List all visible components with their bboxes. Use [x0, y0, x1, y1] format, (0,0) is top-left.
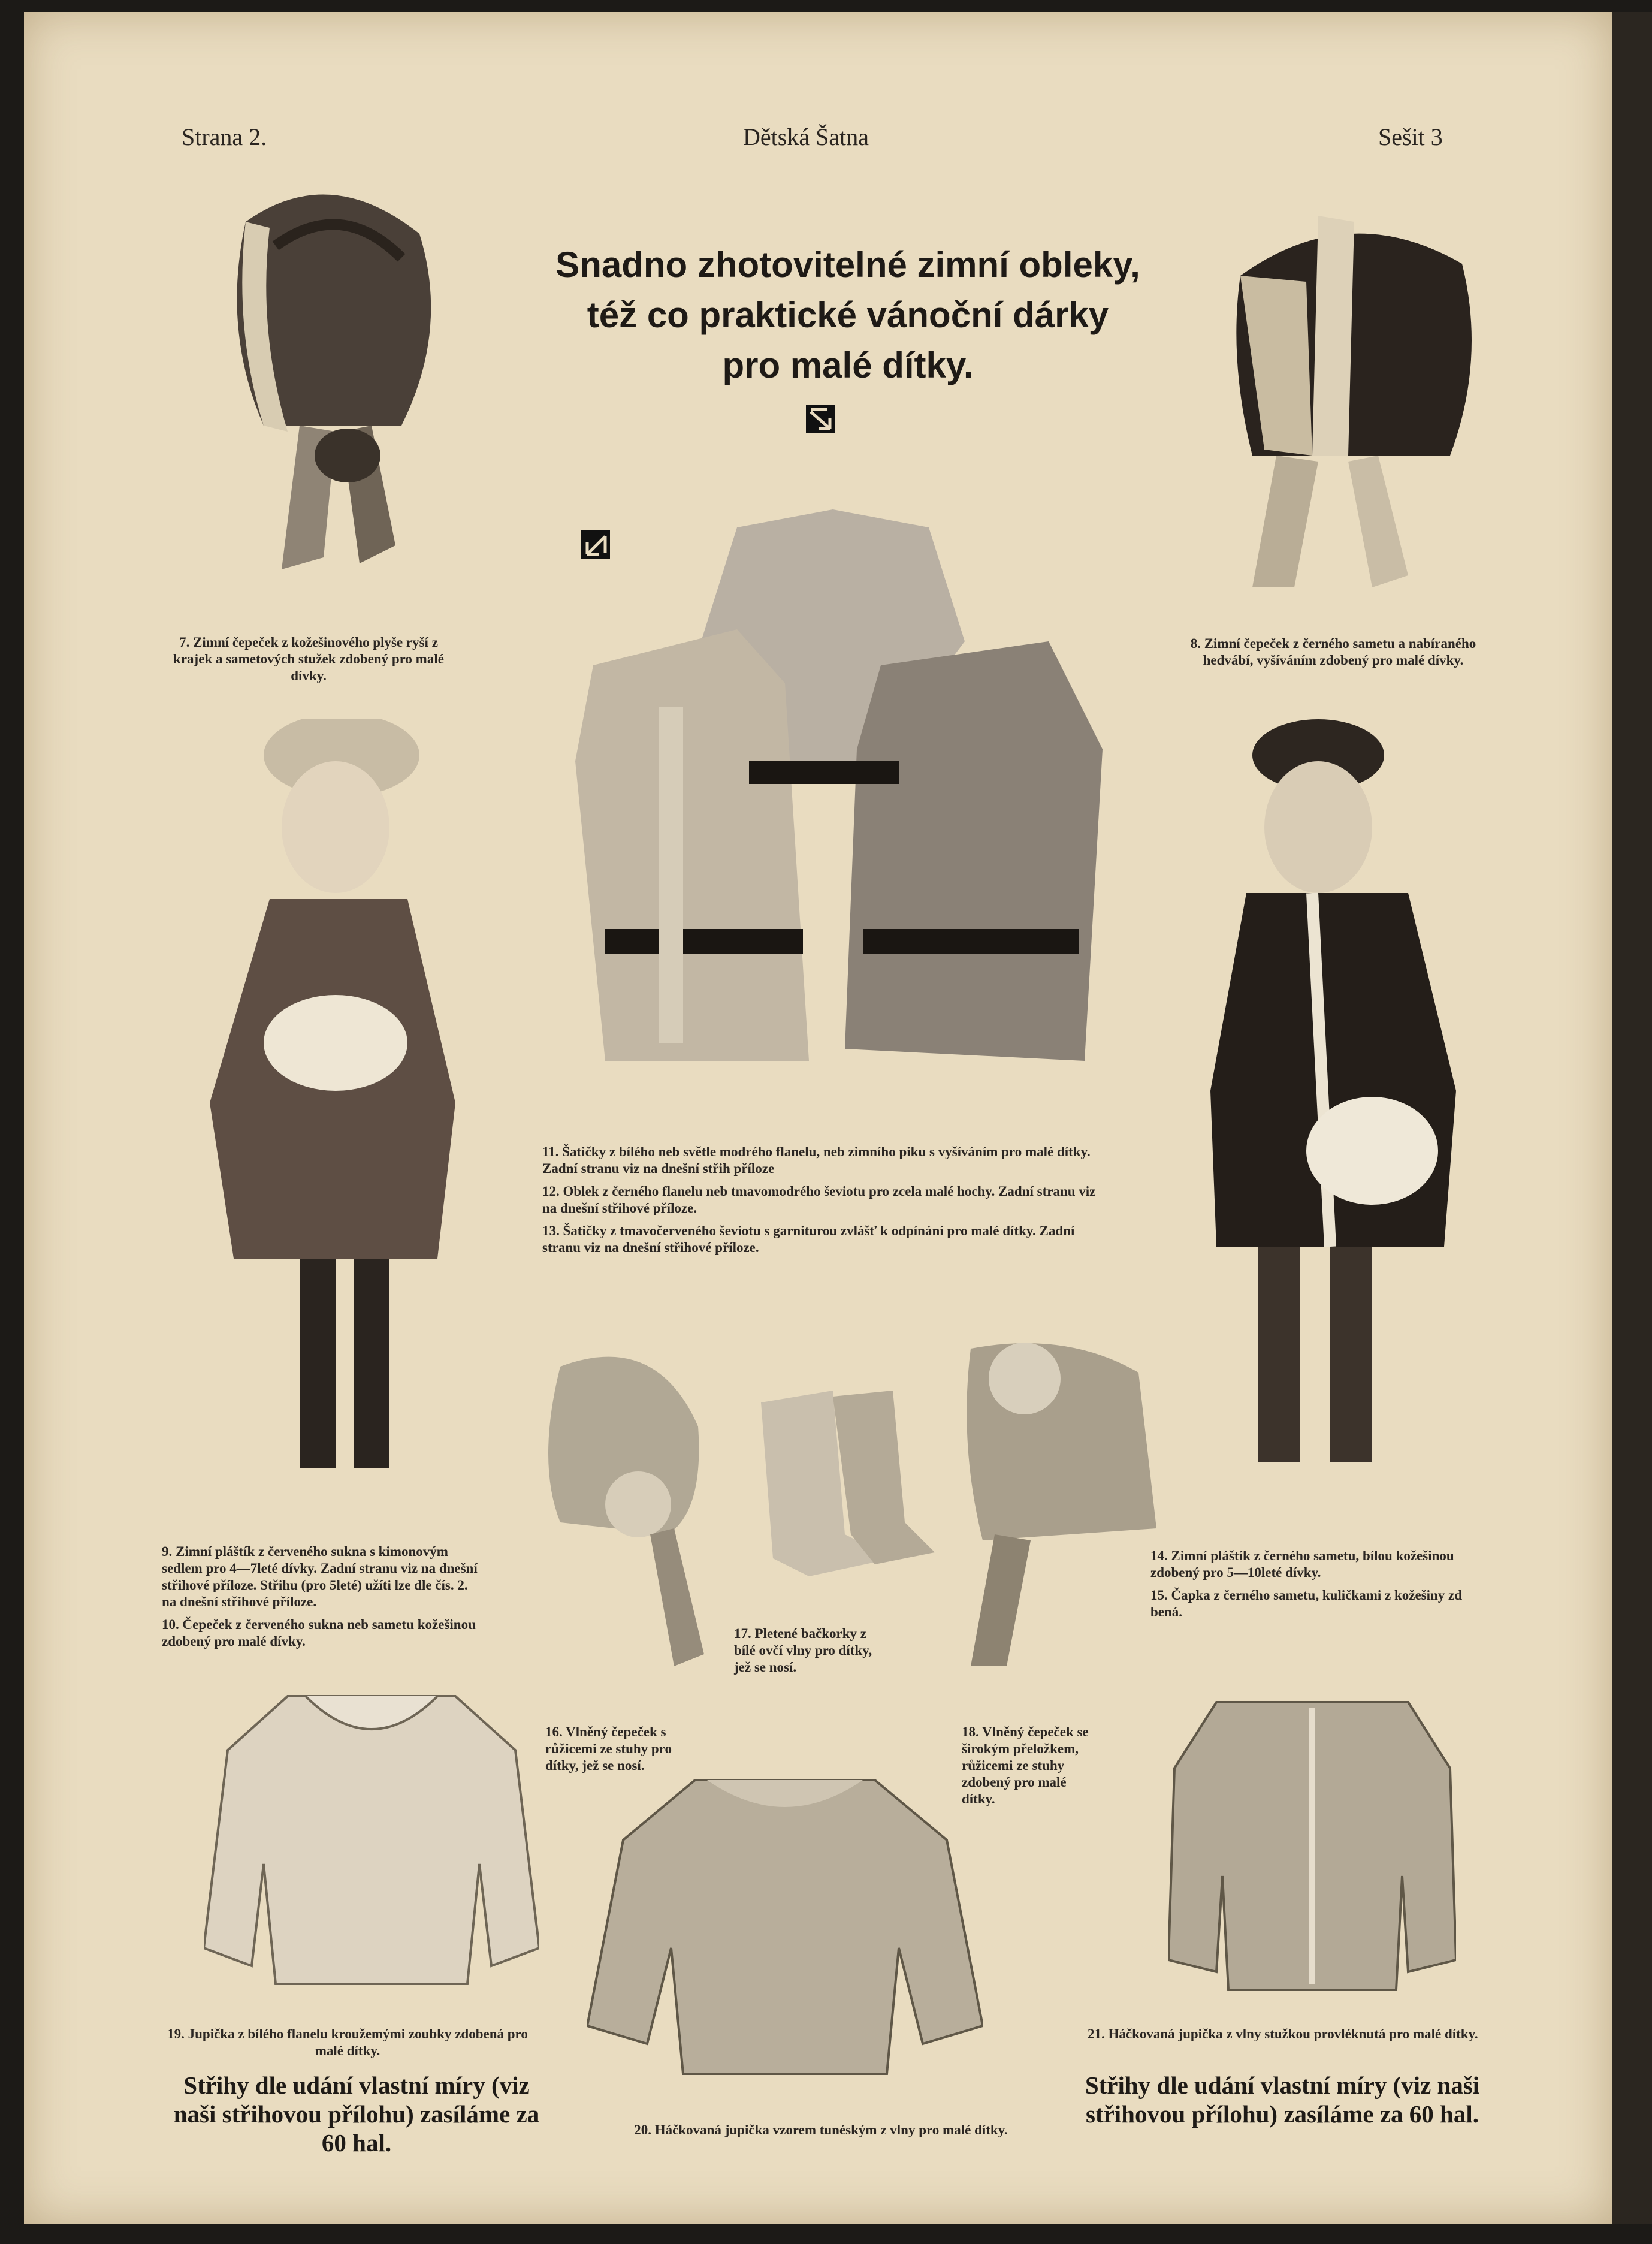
arrow-mark-icon	[806, 405, 835, 433]
caption-11: 11. Šatičky z bílého neb světle modrého flanelu, neb zimního piku s vyšíváním pro malé dítky. Zadní stranu viz na dnešní střih příloze	[542, 1144, 1091, 1176]
crochet-jacket-tunisian-illustration	[587, 1768, 983, 2080]
caption-8: 8. Zimní čepeček z černého sametu a nabíraného hedvábí, vyšíváním zdobený pro malé dívky.	[1190, 636, 1476, 668]
caption-21: 21. Háčkovaná jupička z vlny stužkou provléknutá pro malé dítky.	[1088, 2026, 1478, 2041]
caption-7: 7. Zimní čepeček z kožešinového plyše ryší z krajek a sametových stužek zdobený pro malé dívky.	[173, 635, 444, 683]
caption-9: 9. Zimní pláštík z červeného sukna s kimonovým sedlem pro 4—7leté dívky. Zadní stranu viz na dnešní střihové příloze. Střihu (pro 5leté) užíti lze dle čís. 2. na dnešní střihové příloze.	[162, 1544, 478, 1609]
caption-9-10	[162, 1543, 485, 1656]
caption-19: 19. Jupička z bílého flanelu kroužemými zoubky zdobená pro malé dítky.	[167, 2026, 528, 2058]
pattern-offer-right: Střihy dle udání vlastní míry (viz naši střihovou přílohu) zasíláme za 60 hal.	[1085, 2071, 1480, 2128]
knitted-booties-illustration	[749, 1379, 941, 1582]
page-number: Strana 2.	[182, 123, 267, 150]
wool-bonnet-rosettes-illustration	[536, 1343, 716, 1666]
caption-13: 13. Šatičky z tmavočerveného ševiotu s garniturou zvlášť k odpínání pro malé dítky. Zadní stranu viz na dnešní střihové příloze.	[542, 1223, 1075, 1255]
girl-black-coat-illustration	[1192, 719, 1474, 1486]
caption-14: 14. Zimní pláštík z černého sametu, bílou kožešinou zdobený pro 5—10leté dívky.	[1150, 1548, 1454, 1580]
caption-20: 20. Háčkovaná jupička vzorem tunéským z vlny pro malé dítky.	[634, 2122, 1008, 2137]
caption-17: 17. Pletené bačkorky z bílé ovčí vlny pro dítky, jež se nosí.	[734, 1626, 872, 1675]
velvet-bonnet-illustration	[1228, 204, 1480, 593]
magazine-title: Dětská Šatna	[743, 123, 869, 150]
girl-red-coat-illustration	[186, 719, 485, 1522]
childrens-coats-illustration	[557, 509, 1138, 1097]
page-title: Snadno zhotovitelné zimní obleky, též co praktické vánoční dárky pro malé dítky.	[555, 245, 1140, 385]
caption-10: 10. Čepeček z červeného sukna neb sametu kožešinou zdobený pro malé dívky.	[162, 1617, 476, 1649]
caption-14-15	[1150, 1548, 1480, 1627]
wool-bonnet-wide-fold-illustration	[959, 1337, 1156, 1672]
caption-18: 18. Vlněný čepeček se širokým přeložkem, růžicemi ze stuhy zdobený pro malé dítky.	[962, 1724, 1089, 1806]
caption-11-13	[542, 1144, 1100, 1262]
crochet-jacket-ribbon-illustration	[1168, 1696, 1456, 1996]
issue-number: Sešit 3	[1378, 123, 1443, 150]
caption-15: 15. Čapka z černého sametu, kuličkami z kožešiny zd bená.	[1150, 1588, 1463, 1619]
pattern-offer-left: Střihy dle udání vlastní míry (viz naši střihovou přílohu) zasíláme za 60 hal.	[173, 2071, 540, 2156]
fur-bonnet-illustration	[222, 174, 449, 581]
caption-16: 16. Vlněný čepeček s růžicemi ze stuhy pro dítky, jež se nosí.	[545, 1724, 672, 1773]
caption-12: 12. Oblek z černého flanelu neb tmavomodrého ševiotu pro zcela malé hochy. Zadní stranu viz na dnešní střihové příloze.	[542, 1184, 1096, 1216]
flannel-jacket-illustration	[204, 1684, 539, 1990]
binding-edge	[1612, 12, 1652, 2224]
